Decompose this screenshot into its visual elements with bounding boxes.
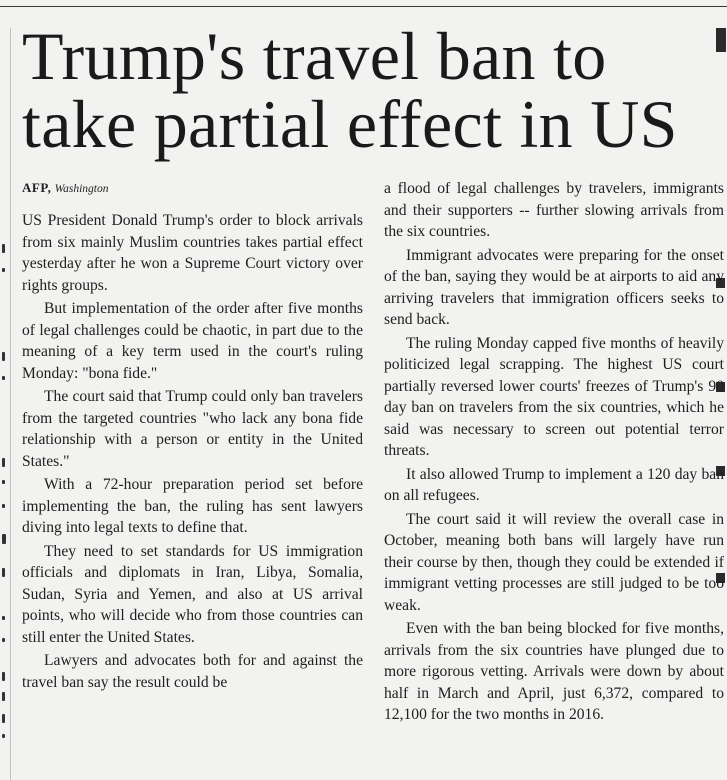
article-column-right (384, 178, 724, 728)
article-column-left (22, 210, 363, 695)
paragraph: Lawyers and advocates both for and against the travel ban say the result could be (22, 652, 363, 691)
paragraph: It also allowed Trump to implement a 120 day ban on all refugees. (384, 465, 724, 504)
column-divider (10, 28, 11, 780)
paragraph: US President Donald Trump's order to block arrivals from six mainly Muslim countries takes partial effect yesterday after he won a Supreme Court victory over rights groups. (22, 212, 363, 294)
paragraph: The court said it will review the overall case in October, meaning both bans will largely have run their course by then, though they could be extended if immigrant vetting processes are still judged to be too weak. (384, 510, 724, 614)
byline-agency: AFP, (22, 180, 52, 195)
paragraph: Immigrant advocates were preparing for the onset of the ban, saying they would be at airports to aid any arriving travelers that immigration officers seeks to send back. (384, 246, 724, 328)
headline-line-2: take partial effect in US (22, 86, 678, 162)
paragraph: The ruling Monday capped five months of heavily politicized legal scrapping. The highest US court partially reversed lower courts' freezes of Trump's 90 day ban on travelers from the six countries, which he said was necessary to screen out potential terror threats. (384, 334, 724, 459)
headline-line-1: Trump's travel ban to (22, 18, 607, 94)
headline (22, 18, 712, 162)
paragraph: They need to set standards for US immigration officials and diplomats in Iran, Libya, Somalia, Sudan, Syria and Yemen, and also at US arrival points, who will decide who from those countries can still enter the United States. (22, 542, 363, 646)
paragraph: But implementation of the order after five months of legal challenges could be chaotic, in part due to the meaning of a key term used in the court's ruling Monday: "bona fide." (22, 300, 363, 382)
paragraph: With a 72-hour preparation period set before implementing the ban, the ruling has sent lawyers diving into legal texts to define that. (22, 476, 363, 536)
paragraph: a flood of legal challenges by travelers, immigrants and their supporters -- further slowing arrivals from the six countries. (384, 180, 724, 240)
byline (22, 180, 108, 196)
byline-location: Washington (54, 183, 109, 195)
adjacent-column-left-cutoff (0, 60, 10, 780)
top-rule (0, 6, 727, 7)
paragraph: Even with the ban being blocked for five months, arrivals from the six countries have plunged due to more rigorous vetting. Arrivals were down by about half in March and April, just 6,372, compared to 12,100 for the two months in 2016. (384, 620, 724, 723)
paragraph: The court said that Trump could only ban travelers from the targeted countries "who lack any bona fide relationship with a person or entity in the United States." (22, 388, 363, 470)
